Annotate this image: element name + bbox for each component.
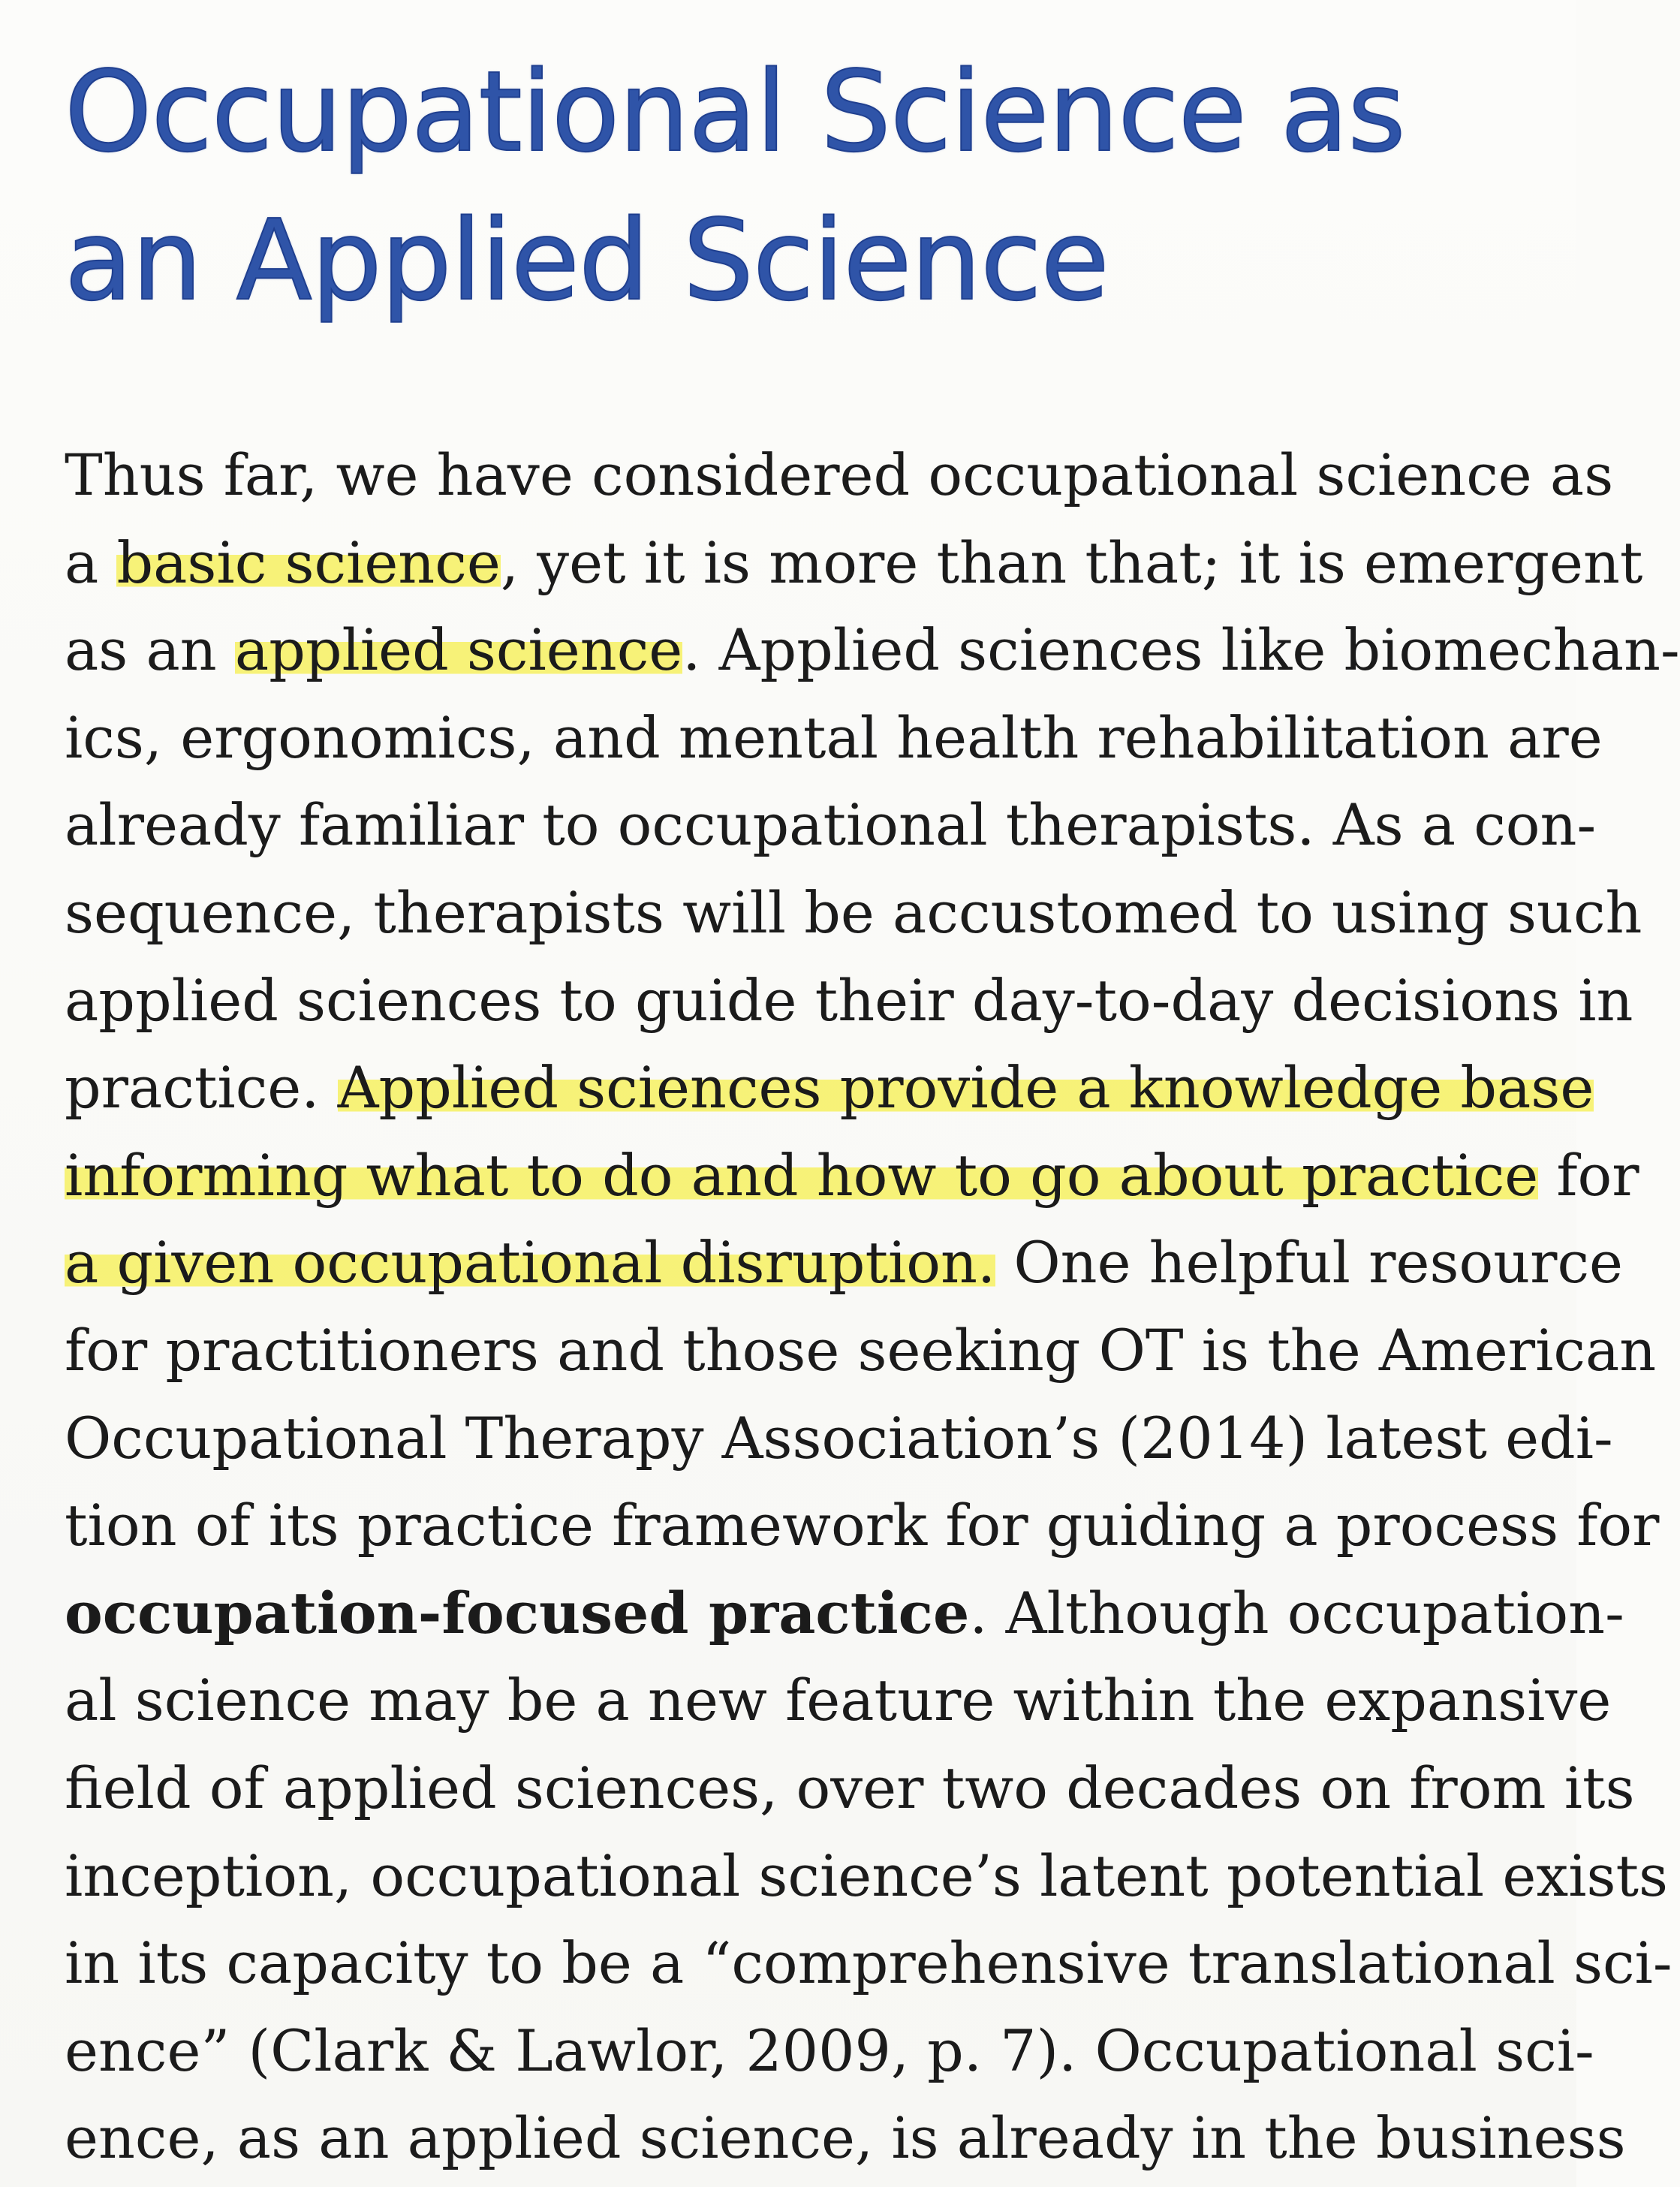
bold-term: occupation-focused practice	[65, 1579, 970, 1646]
text-run: , yet it is more than that; it is emergent	[500, 529, 1643, 596]
heading-line-2: an Applied Science	[65, 196, 1109, 325]
text-line: in its capacity to be a “comprehensive translational sci-	[65, 1929, 1672, 1997]
text-run: . Applied sciences like biomechan-	[682, 616, 1680, 684]
text-line: applied sciences to guide their day-to-day decisions in	[65, 966, 1633, 1034]
text-line: already familiar to occupational therapists. As a con-	[65, 791, 1597, 859]
text-line: field of applied sciences, over two decades on from its	[65, 1754, 1635, 1821]
section-heading	[65, 38, 1536, 335]
text-run: . Although occupation-	[969, 1579, 1624, 1646]
text-line	[65, 1219, 1624, 1307]
text-line: inception, occupational science’s latent potential exists	[65, 1842, 1669, 1909]
text-run: a	[65, 529, 117, 596]
text-run: for	[1538, 1141, 1639, 1209]
text-line: ics, ergonomics, and mental health rehabilitation are	[65, 703, 1603, 771]
text-line	[65, 1044, 1594, 1132]
text-line: ence” (Clark & Lawlor, 2009, p. 7). Occupational sci-	[65, 2017, 1594, 2084]
text-line: Thus far, we have considered occupational science as	[65, 441, 1614, 508]
text-run: One helpful resource	[995, 1229, 1624, 1297]
text-line: al science may be a new feature within the expansive	[65, 1667, 1612, 1734]
text-line: ence, as an applied science, is already in the business	[65, 2104, 1626, 2172]
text-line: Occupational Therapy Association’s (2014) latest edi-	[65, 1404, 1613, 1472]
text-line: sequence, therapists will be accustomed to using such	[65, 878, 1642, 946]
text-line	[65, 520, 1643, 607]
highlighted-text: informing what to do and how to go about practice	[65, 1141, 1539, 1209]
text-run: practice.	[65, 1054, 338, 1122]
text-line	[65, 1132, 1639, 1220]
highlighted-text: applied science	[234, 616, 683, 684]
text-line	[65, 1570, 1624, 1658]
text-line: for practitioners and those seeking OT is the American	[65, 1316, 1657, 1384]
text-line	[65, 607, 1680, 694]
highlighted-text: basic science	[116, 529, 501, 596]
body-paragraph	[65, 432, 1680, 2182]
text-line: tion of its practice framework for guiding a process for	[65, 1492, 1660, 1559]
heading-line-1: Occupational Science as	[65, 47, 1405, 176]
highlighted-text: Applied sciences provide a knowledge base	[337, 1054, 1594, 1122]
text-run: as an	[65, 616, 235, 684]
highlighted-text: a given occupational disruption.	[65, 1229, 996, 1297]
